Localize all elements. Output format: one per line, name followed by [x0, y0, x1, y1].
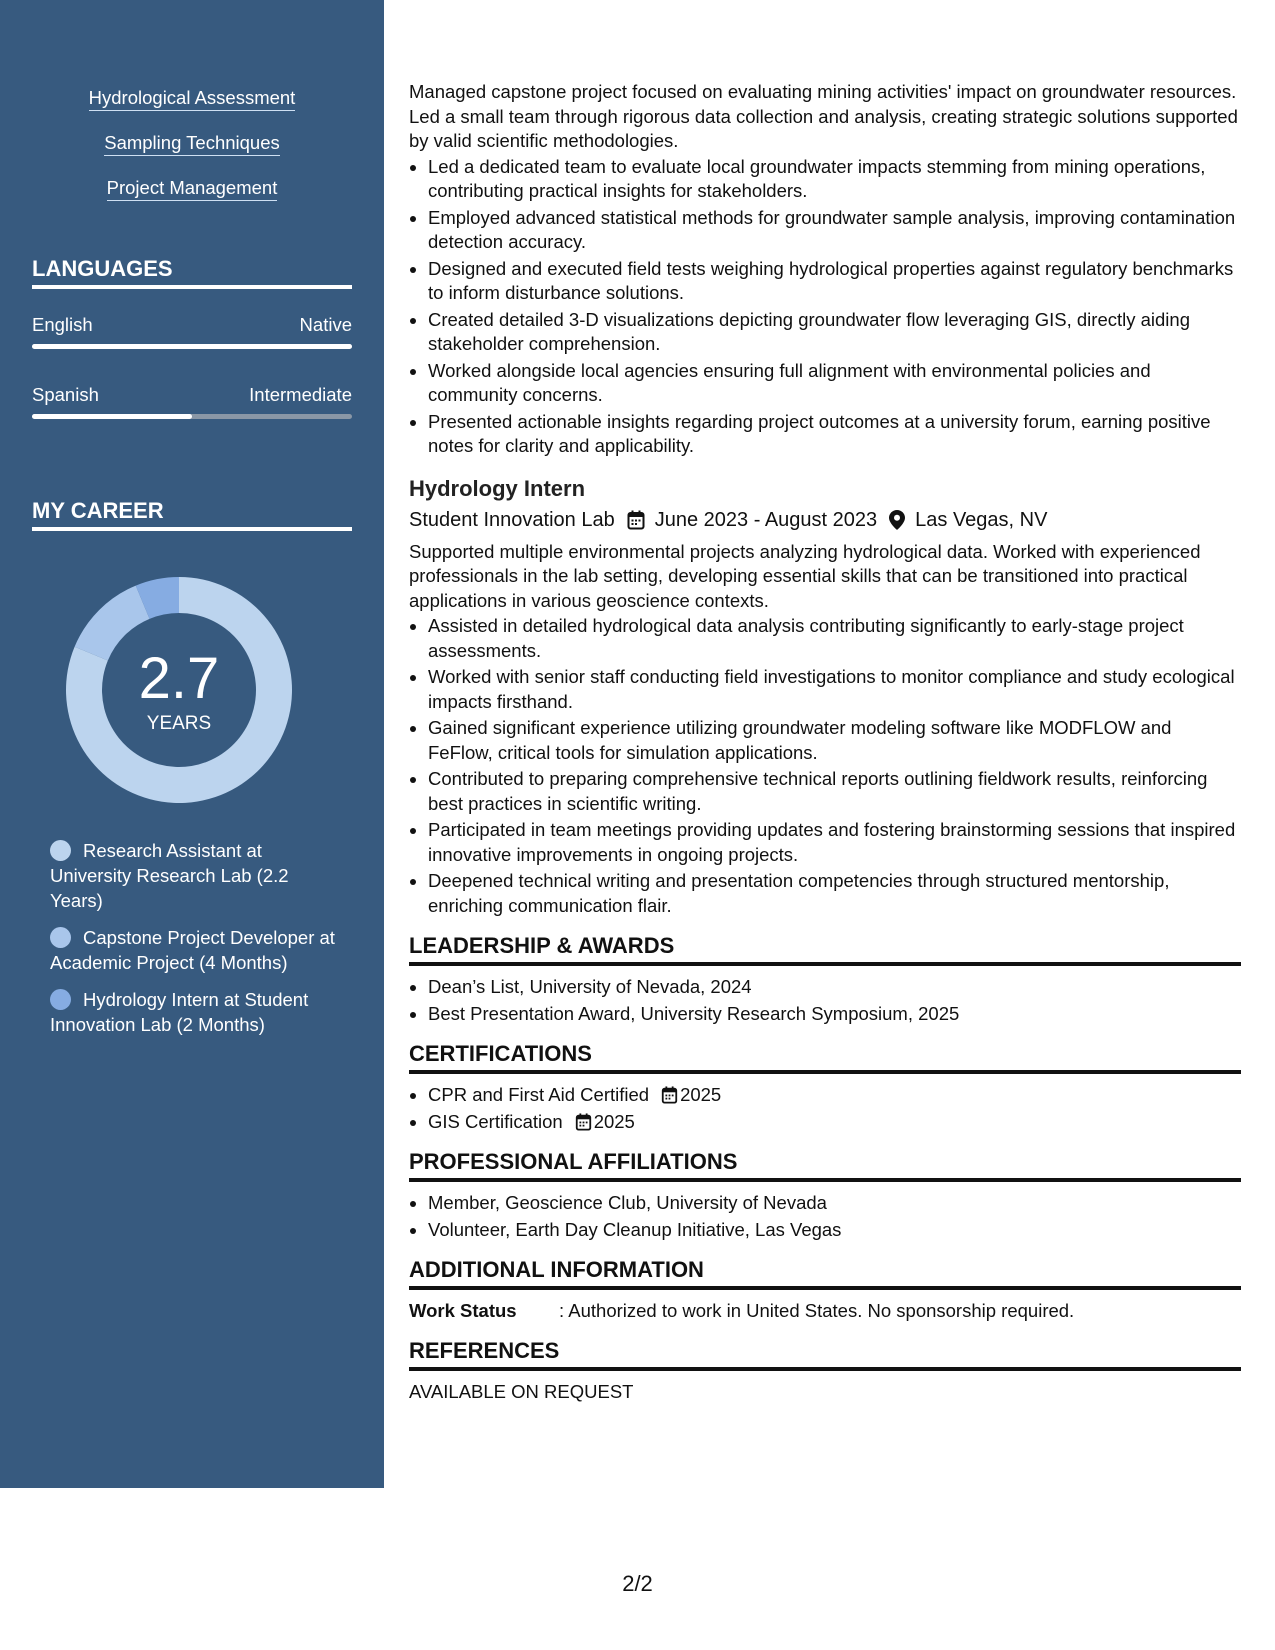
work-status-value: : Authorized to work in United States. No sponsorship required.: [559, 1300, 1075, 1321]
list-item: [428, 818, 1241, 867]
list-item: [428, 359, 1241, 408]
bullet-icon: [410, 165, 416, 171]
affiliations-list: [409, 1191, 1241, 1242]
language-proficiency-bar: [32, 344, 352, 349]
language-name: Spanish: [32, 384, 99, 405]
list-item: [428, 665, 1241, 714]
legend-dot-icon: [50, 840, 71, 861]
list-item: [428, 308, 1241, 357]
bullet-text: Created detailed 3-D visualizations depicting groundwater flow leveraging GIS, directly aiding stakeholder comprehension.: [428, 308, 1190, 354]
bullet-icon: [410, 675, 416, 681]
list-item: [428, 155, 1241, 204]
list-item: [428, 869, 1241, 918]
additional-info-heading: ADDITIONAL INFORMATION: [409, 1256, 1241, 1290]
bullet-text: Led a dedicated team to evaluate local groundwater impacts stemming from mining operations, contributing practical insights for stakeholders.: [428, 155, 1206, 201]
career-legend-item: [50, 838, 340, 913]
bullet-text: Presented actionable insights regarding project outcomes at a university forum, earning positive notes for clarity and applicability.: [428, 410, 1211, 456]
bullet-text: Employed advanced statistical methods for groundwater sample analysis, improving contamination detection accuracy.: [428, 206, 1236, 252]
career-heading: MY CAREER: [32, 498, 352, 531]
list-item: [428, 257, 1241, 306]
bullet-text: Worked alongside local agencies ensuring full alignment with environmental policies and community concerns.: [428, 359, 1151, 405]
work-status-row: [409, 1299, 1241, 1323]
bullet-icon: [410, 985, 416, 991]
bullet-text: Dean’s List, University of Nevada, 2024: [428, 976, 752, 997]
page-number: 2/2: [622, 1571, 653, 1596]
bullet-text: Deepened technical writing and presentation competencies through structured mentorship, enriching communication flair.: [428, 870, 1170, 916]
capstone-bullets: [409, 155, 1241, 459]
bullet-icon: [410, 318, 416, 324]
list-item: [428, 1002, 1241, 1027]
intern-bullets: [409, 614, 1241, 918]
affiliations-heading: PROFESSIONAL AFFILIATIONS: [409, 1148, 1241, 1182]
language-proficiency-fill: [32, 414, 192, 419]
skill-item[interactable]: Project Management: [107, 176, 278, 201]
main-content: [409, 80, 1241, 1405]
career-legend-item: [50, 925, 340, 975]
career-donut-center: [66, 577, 292, 803]
career-legend-label: Capstone Project Developer at Academic Project (4 Months): [50, 927, 335, 973]
list-item: [428, 614, 1241, 663]
skills-list: [0, 86, 384, 221]
career-total-unit: YEARS: [146, 713, 212, 734]
bullet-text: Member, Geoscience Club, University of Nevada: [428, 1192, 827, 1213]
list-item: [428, 1110, 1241, 1135]
career-total-value: 2.7: [138, 646, 220, 711]
capstone-summary: Managed capstone project focused on evaluating mining activities' impact on groundwater resources. Led a small team through rigorous data collection and analysis, creating strategic solutions supported by valid scientific methodologies.: [409, 81, 1238, 151]
bullet-icon: [410, 1201, 416, 1207]
career-legend-item: [50, 987, 340, 1037]
language-name: English: [32, 314, 93, 335]
language-proficiency-fill: [32, 344, 352, 349]
bullet-text: Contributed to preparing comprehensive technical reports outlining fieldwork results, reinforcing best practices in scientific writing.: [428, 768, 1208, 814]
bullet-icon: [410, 1012, 416, 1018]
certifications-heading: CERTIFICATIONS: [409, 1040, 1241, 1074]
list-item: [428, 410, 1241, 459]
bullet-icon: [410, 420, 416, 426]
leadership-heading: LEADERSHIP & AWARDS: [409, 932, 1241, 966]
cert-year: 2025: [593, 1110, 635, 1132]
bullet-text: Assisted in detailed hydrological data analysis contributing significantly to early-stage project assessments.: [428, 615, 1184, 661]
list-item: [428, 767, 1241, 816]
career-legend: [50, 838, 340, 1049]
bullet-text: Worked with senior staff conducting field investigations to monitor compliance and study ecological impacts firsthand.: [428, 666, 1235, 712]
bullet-icon: [410, 1093, 416, 1099]
job-title: Hydrology Intern: [409, 475, 586, 501]
sidebar: [0, 0, 384, 1488]
career-legend-label: Research Assistant at University Research Lab (2.2 Years): [50, 840, 289, 911]
bullet-icon: [410, 726, 416, 732]
job-summary: Supported multiple environmental projects analyzing hydrological data. Worked with experienced professionals in the lab setting, developing essential skills that can be transitioned into practical applications in various geoscience contexts.: [409, 540, 1201, 611]
bullet-text: Volunteer, Earth Day Cleanup Initiative, Las Vegas: [428, 1218, 842, 1240]
list-item: [428, 716, 1241, 765]
references-text: AVAILABLE ON REQUEST: [409, 1381, 634, 1402]
skill-item[interactable]: Hydrological Assessment: [89, 86, 296, 111]
language-proficiency-bar: [32, 414, 352, 419]
languages-heading: LANGUAGES: [32, 256, 352, 289]
list-item: [428, 1191, 1241, 1216]
language-level: Intermediate: [249, 384, 352, 405]
list-item: [428, 1218, 1241, 1243]
leadership-list: [409, 975, 1241, 1026]
cert-name: GIS Certification: [428, 1110, 563, 1132]
career-legend-label: Hydrology Intern at Student Innovation Lab (2 Months): [50, 989, 309, 1035]
bullet-icon: [410, 879, 416, 885]
bullet-icon: [410, 777, 416, 783]
calendar-icon: [661, 1086, 678, 1104]
bullet-icon: [410, 1228, 416, 1234]
bullet-icon: [410, 216, 416, 222]
certifications-list: [409, 1083, 1241, 1134]
calendar-icon: [627, 510, 645, 530]
bullet-icon: [410, 1120, 416, 1126]
list-item: [428, 1083, 1241, 1108]
location-pin-icon: [889, 510, 905, 530]
bullet-text: Participated in team meetings providing updates and fostering brainstorming sessions that inspired innovative improvements in ongoing projects.: [428, 819, 1236, 865]
language-level: Native: [299, 314, 352, 335]
skill-item[interactable]: Sampling Techniques: [104, 131, 280, 156]
job-location: Las Vegas, NV: [915, 508, 1048, 531]
bullet-icon: [410, 267, 416, 273]
list-item: [428, 206, 1241, 255]
bullet-icon: [410, 369, 416, 375]
calendar-icon: [575, 1113, 592, 1131]
bullet-text: Best Presentation Award, University Research Symposium, 2025: [428, 1002, 960, 1024]
legend-dot-icon: [50, 927, 71, 948]
bullet-icon: [410, 828, 416, 834]
list-item: [428, 975, 1241, 1000]
bullet-icon: [410, 624, 416, 630]
references-heading: REFERENCES: [409, 1337, 1241, 1371]
legend-dot-icon: [50, 989, 71, 1010]
bullet-text: Designed and executed field tests weighing hydrological properties against regulatory benchmarks to inform disturbance solutions.: [428, 257, 1234, 303]
work-status-key: Work Status: [409, 1300, 517, 1321]
bullet-text: Gained significant experience utilizing groundwater modeling software like MODFLOW and FeFlow, critical tools for simulation applications.: [428, 717, 1172, 763]
job-dates: June 2023 - August 2023: [654, 508, 878, 531]
job-meta: [409, 506, 1241, 534]
cert-year: 2025: [680, 1084, 722, 1105]
job-company: Student Innovation Lab: [409, 508, 615, 531]
cert-name: CPR and First Aid Certified: [428, 1084, 650, 1105]
